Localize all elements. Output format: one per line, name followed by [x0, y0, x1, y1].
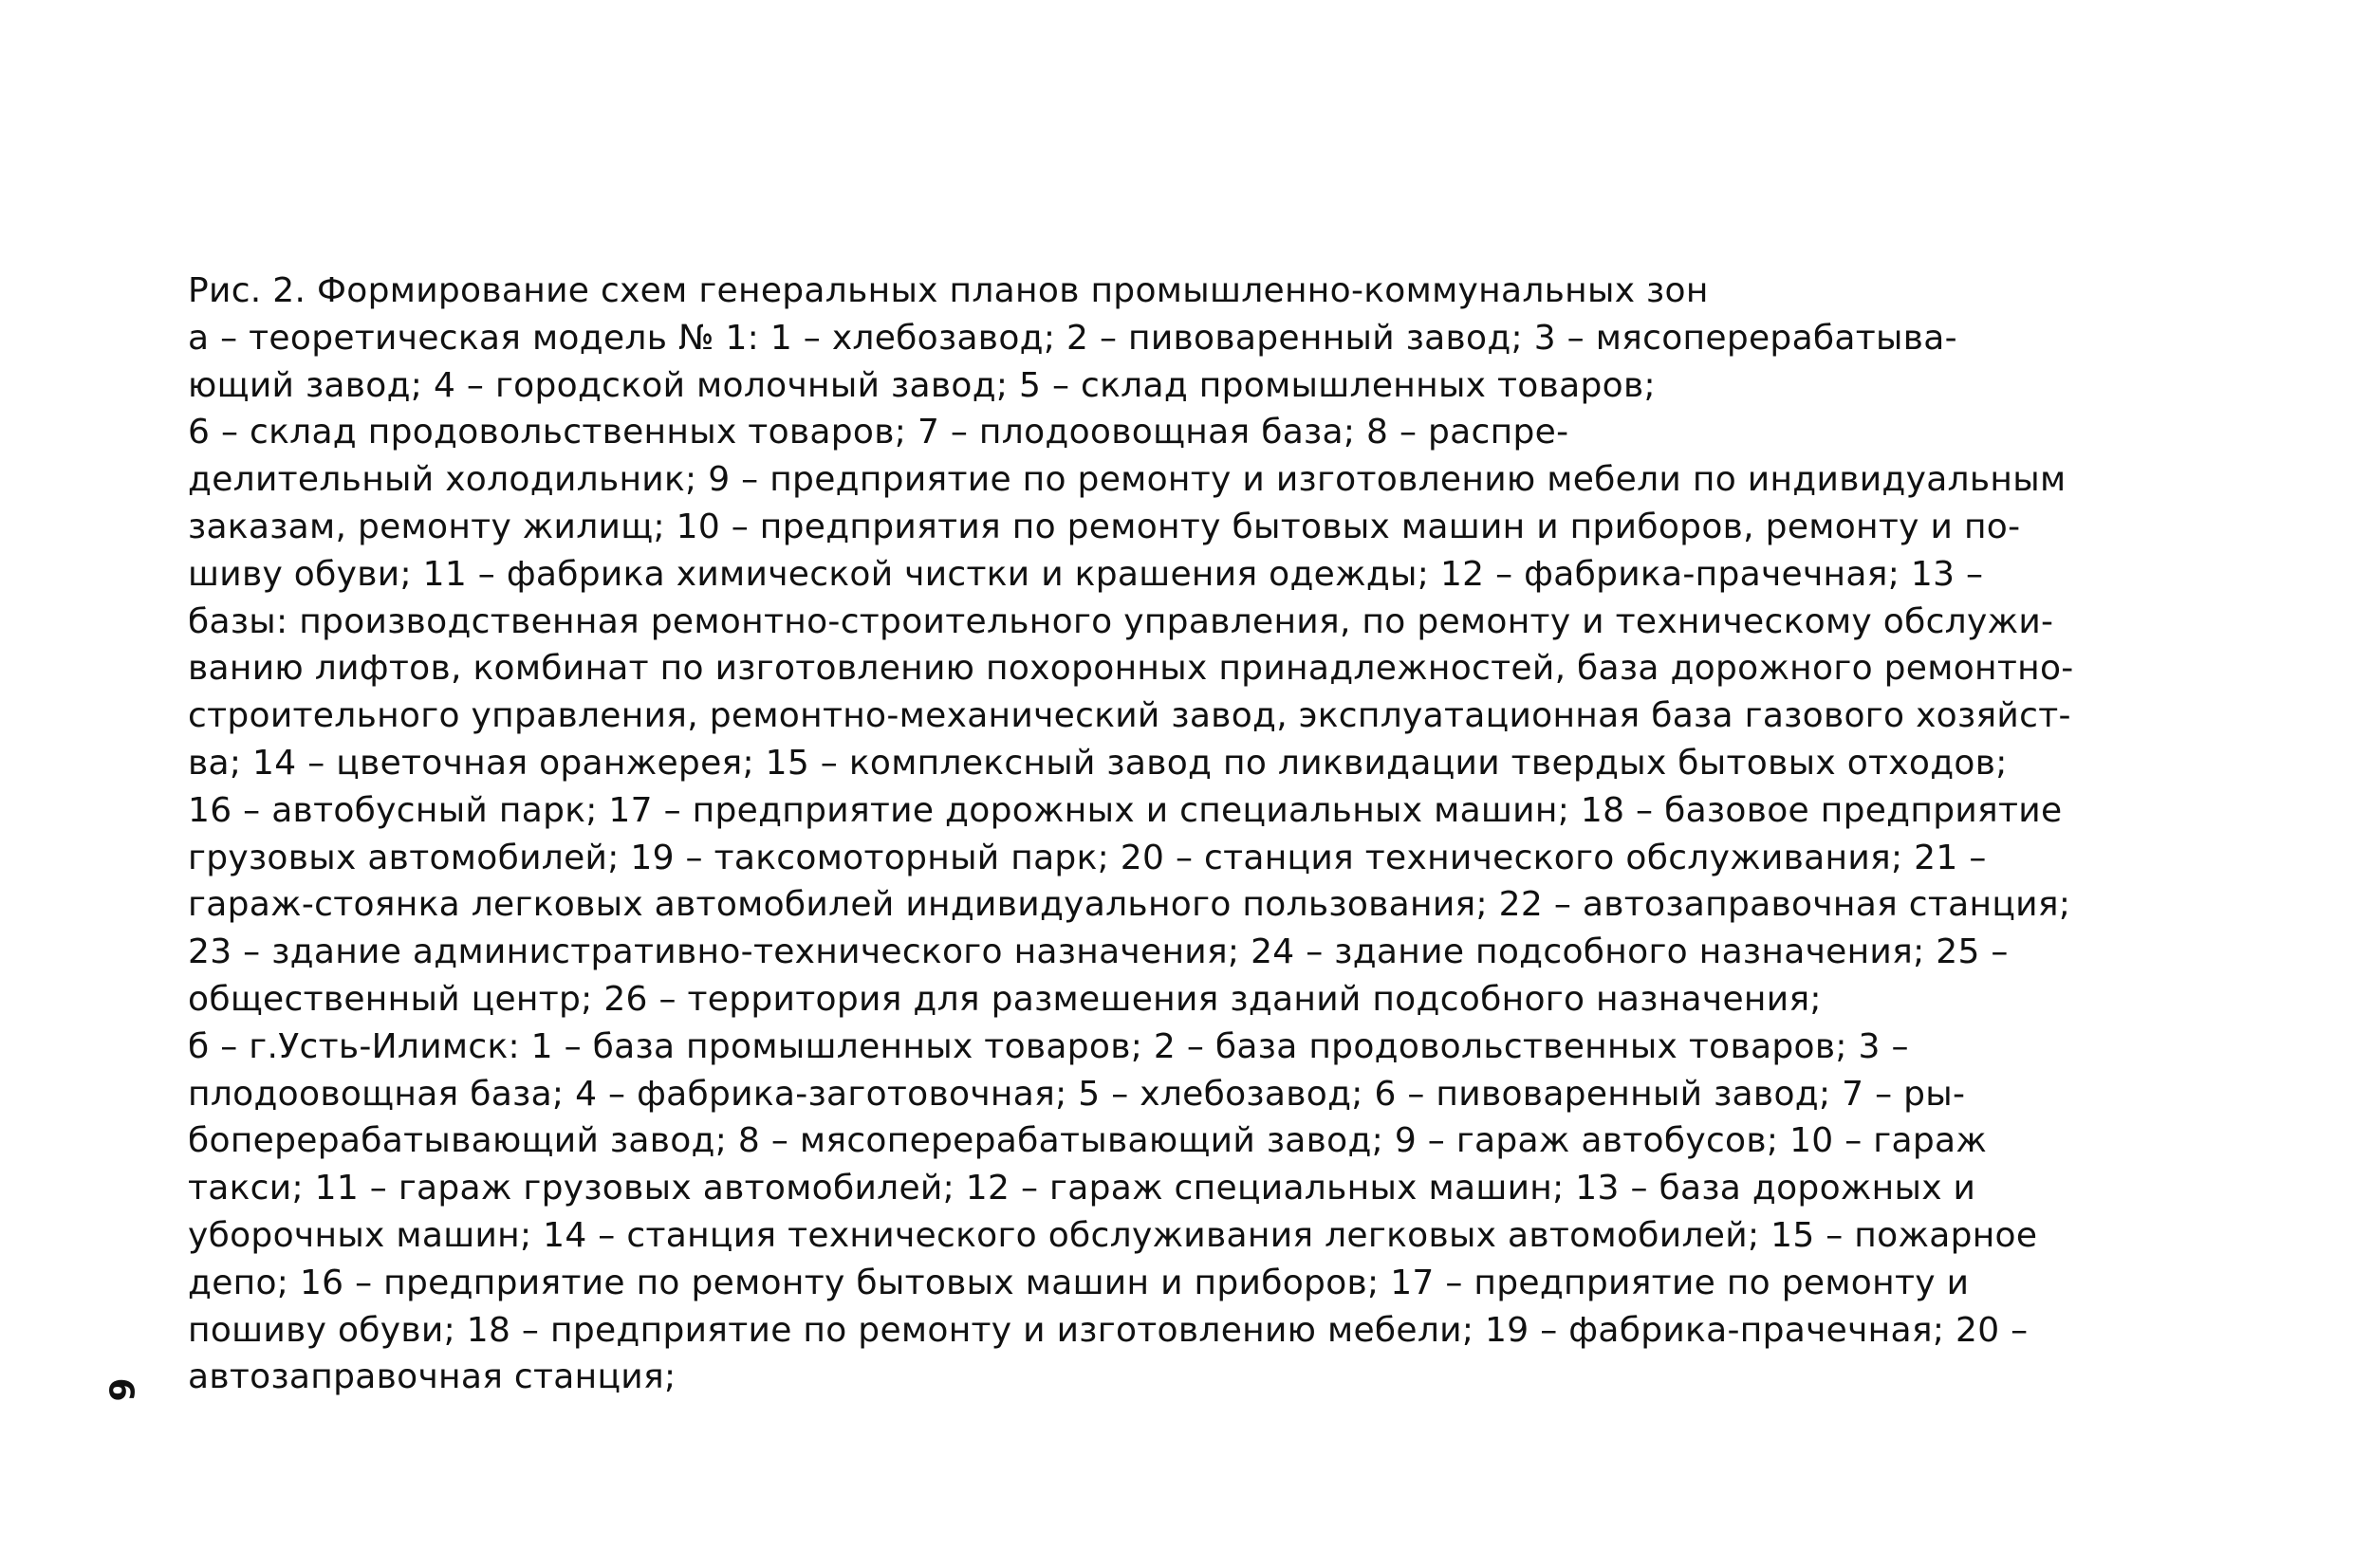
caption-line: ванию лифтов, комбинат по изготовлению похоронных принадлежностей, база дорожного ремонтно- [188, 649, 2074, 689]
caption-line: а – теоретическая модель № 1: 1 – хлебозавод; 2 – пивоваренный завод; 3 – мясоперерабатыва- [188, 318, 1957, 358]
caption-line: 16 – автобусный парк; 17 – предприятие дорожных и специальных машин; 18 – базовое предприятие [188, 790, 2063, 830]
caption-line: строительного управления, ремонтно-механический завод, эксплуатационная база газового хозяйст- [188, 696, 2071, 736]
caption-line: автозаправочная станция; [188, 1357, 677, 1397]
caption-line: 6 – склад продовольственных товаров; 7 – плодоовощная база; 8 – распре- [188, 413, 1569, 452]
caption-line: заказам, ремонту жилищ; 10 – предприятия по ремонту бытовых машин и приборов, ремонту и по- [188, 507, 2021, 546]
caption-title: Рис. 2. Формирование схем генеральных планов промышленно-коммунальных зон [188, 271, 1709, 310]
figure-caption [188, 267, 2247, 1401]
caption-line: б – г.Усть-Илимск: 1 – база промышленных товаров; 2 – база продовольственных товаров; 3 – [188, 1026, 1909, 1066]
caption-line: делительный холодильник; 9 – предприятие по ремонту и изготовлению мебели по индивидуальным [188, 460, 2067, 500]
caption-line: такси; 11 – гараж грузовых автомобилей; 12 – гараж специальных машин; 13 – база дорожных и [188, 1169, 1976, 1208]
caption-line: базы: производственная ремонтно-строительного управления, по ремонту и техническому обслужи- [188, 601, 2054, 641]
caption-line: боперерабатывающий завод; 8 – мясоперерабатывающий завод; 9 – гараж автобусов; 10 – гараж [188, 1121, 1988, 1161]
page-number: 9 [103, 1377, 143, 1402]
caption-line: ва; 14 – цветочная оранжерея; 15 – комплексный завод по ликвидации твердых бытовых отходов; [188, 743, 2008, 783]
caption-line: гараж-стоянка легковых автомобилей индивидуального пользования; 22 – автозаправочная станция; [188, 885, 2071, 925]
caption-line: 23 – здание административно-технического назначения; 24 – здание подсобного назначения; 25 – [188, 932, 2009, 972]
caption-line: уборочных машин; 14 – станция технического обслуживания легковых автомобилей; 15 – пожарное [188, 1215, 2038, 1255]
caption-line: депо; 16 – предприятие по ремонту бытовых машин и приборов; 17 – предприятие по ремонту и [188, 1263, 1970, 1302]
caption-line: ющий завод; 4 – городской молочный завод; 5 – склад промышленных товаров; [188, 365, 1656, 405]
caption-line: пошиву обуви; 18 – предприятие по ремонту и изготовлению мебели; 19 – фабрика-прачечная; 20 – [188, 1310, 2029, 1350]
caption-line: плодоовощная база; 4 – фабрика-заготовочная; 5 – хлебозавод; 6 – пивоваренный завод; 7 – ры- [188, 1074, 1966, 1114]
caption-line: шиву обуви; 11 – фабрика химической чистки и крашения одежды; 12 – фабрика-прачечная; 13 – [188, 554, 1984, 594]
caption-line: грузовых автомобилей; 19 – таксомоторный парк; 20 – станция технического обслуживания; 21 – [188, 838, 1987, 877]
caption-line: общественный центр; 26 – территория для размешения зданий подсобного назначения; [188, 979, 1822, 1019]
